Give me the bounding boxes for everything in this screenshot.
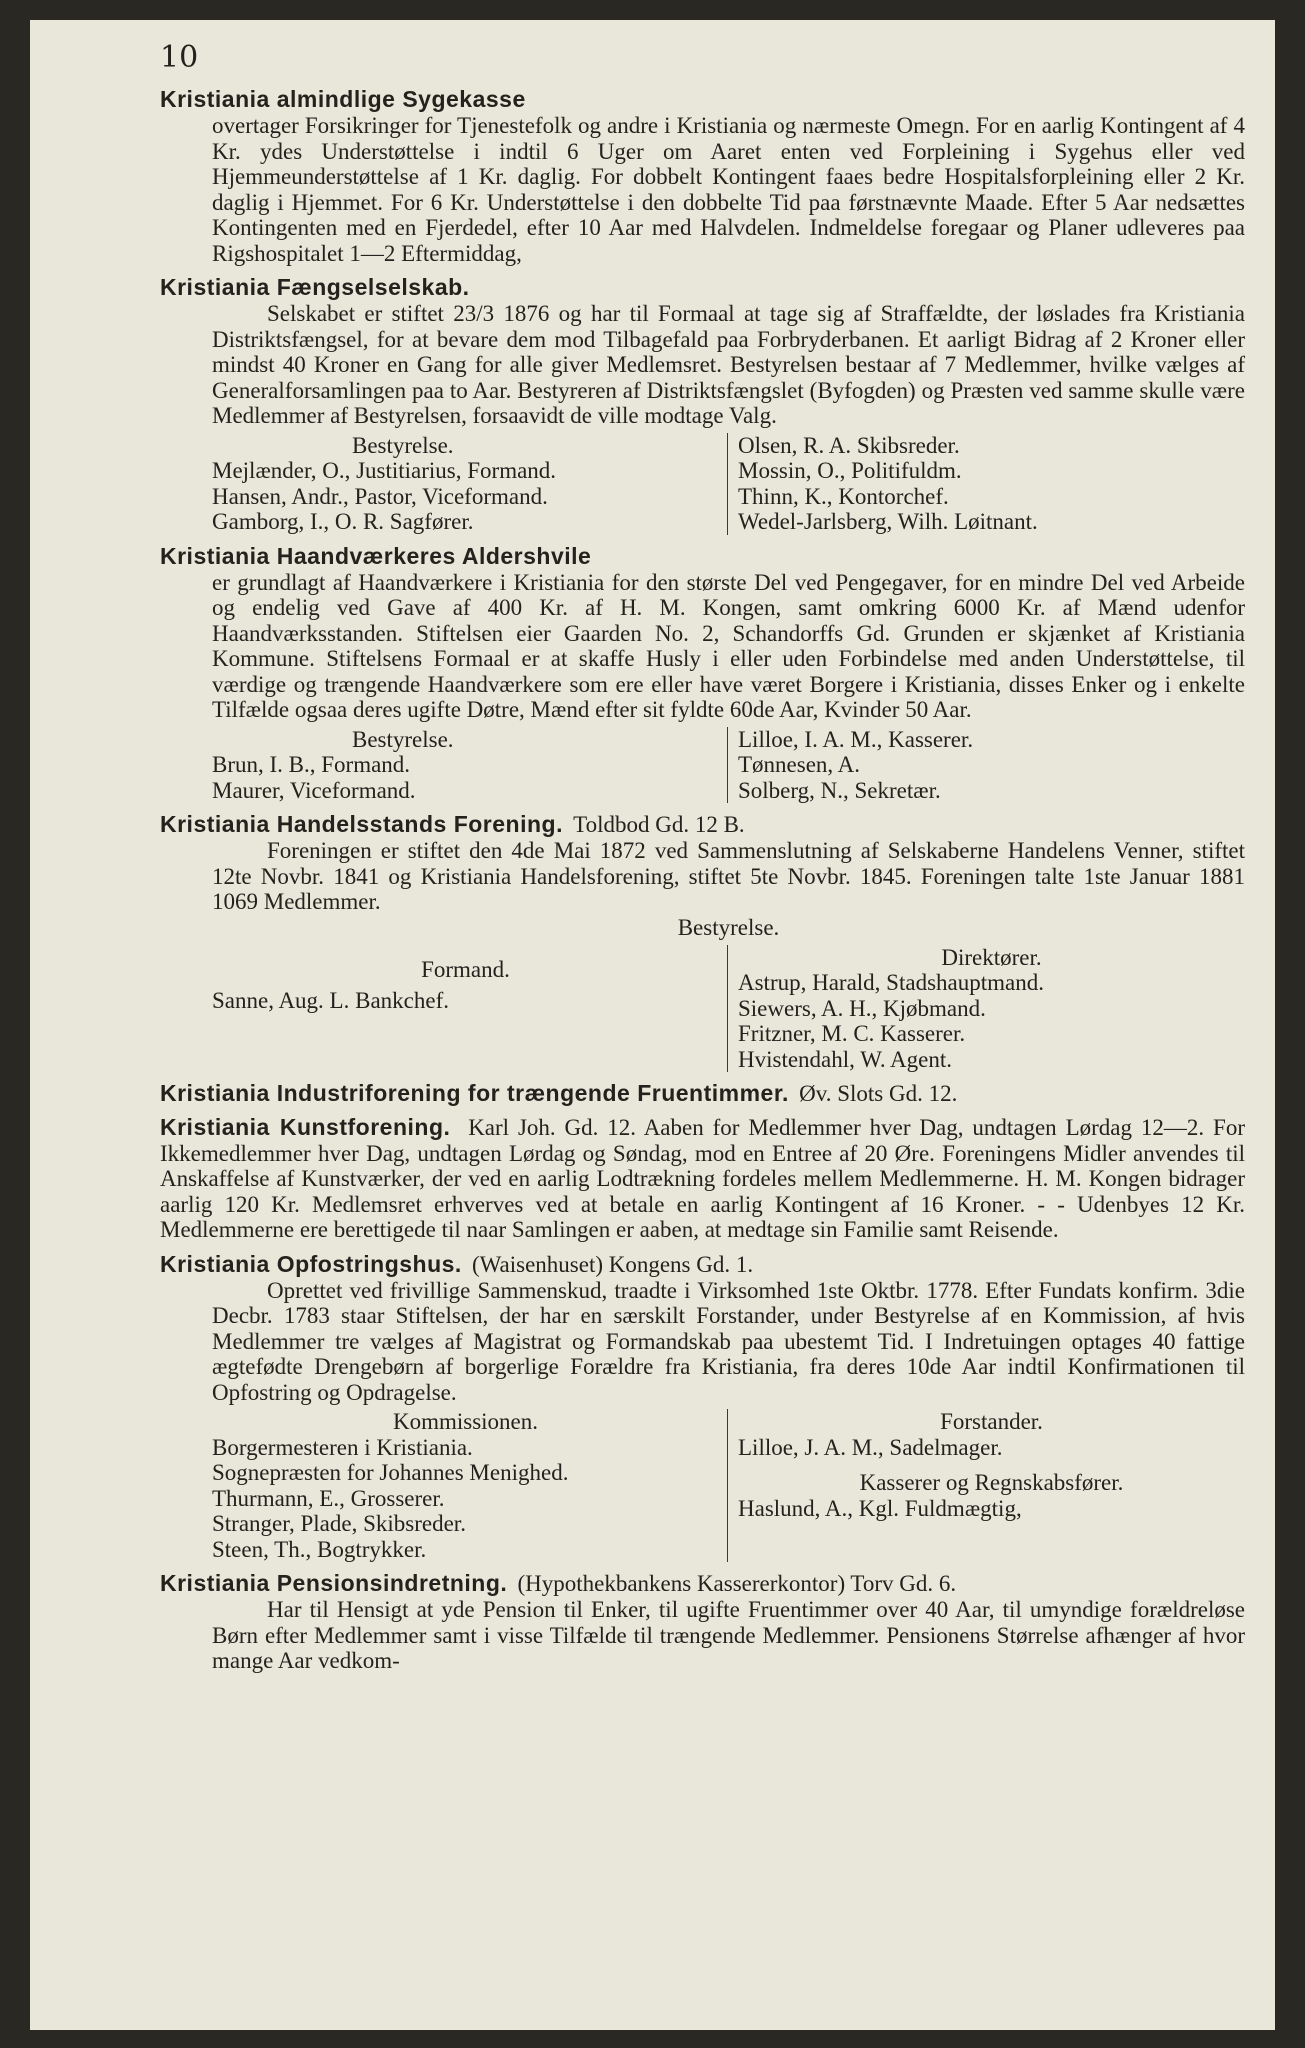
board-member: Borgermesteren i Kristiania.: [212, 1434, 473, 1460]
entry-heading: Kristiania Haandværkeres Aldershvile: [160, 542, 592, 569]
board-member: Solberg, N., Sekretær.: [738, 777, 941, 803]
entry-body: Foreningen er stiftet den 4de Mai 1872 ved Sammenslutning af Selskaberne Handelens Venner, stiftet 12te Novbr. 1841 og Kristiania Handelsforening, stiftet 5te Novbr. 1845. Foreningen talte 1ste Januar 1881 1069 Medlemmer.: [212, 838, 1245, 914]
entry-opfostringshus: [160, 1251, 1245, 1563]
entry-address: (Waisenhuset) Kongens Gd. 1.: [472, 1251, 754, 1277]
document-page: [30, 20, 1275, 2030]
board-title: Bestyrelse.: [352, 726, 454, 752]
entry-body: overtager Forsikringer for Tjenestefolk og andre i Kristiania og nærmeste Omegn. For en aarlig Kontingent af 4 Kr. ydes Understøttelse i indtil 6 Uger om Aaret enten ved Forpleining i Sygehus eller ved Hjemmeunderstøttelse af 1 Kr. daglig. For dobbelt Kontingent faaes bedre Hospitalsforpleining eller 2 Kr. daglig i Hjemmet. For 6 Kr. Understøttelse i den dobbelte Tid paa førstnævnte Maade. Efter 5 Aar nedsættes Kontingenten med en Fjerdedel, efter 10 Aar med Halvdelen. Indmeldelse foregaar og Planer udleveres paa Rigshospitalet 1—2 Eftermiddag,: [212, 113, 1245, 266]
board-member: Olsen, R. A. Skibsreder.: [738, 432, 960, 458]
board-title: Bestyrelse.: [352, 432, 454, 458]
board-left-column: [212, 433, 728, 535]
board-member: Hvistendahl, W. Agent.: [738, 1046, 953, 1072]
board-right-column: [728, 945, 1245, 1073]
board-member: Gamborg, I., O. R. Sagfører.: [212, 509, 474, 534]
entry-faengselselskab: [160, 274, 1245, 535]
board-right-column: [728, 1409, 1245, 1562]
board-member: Thurmann, E., Grosserer.: [212, 1485, 445, 1511]
board-member: Tønnesen, A.: [738, 752, 861, 777]
board-member: Stranger, Plade, Skibsreder.: [212, 1511, 466, 1536]
board-member: Brun, I. B., Formand.: [212, 752, 411, 777]
board-list: [160, 945, 1245, 1073]
board-right-column: [728, 433, 1245, 535]
board-subtitle: Forstander.: [940, 1409, 1043, 1434]
board-member: Mejlænder, O., Justitiarius, Formand.: [212, 458, 557, 483]
entry-body: Oprettet ved frivillige Sammenskud, traadte i Virksomhed 1ste Oktbr. 1778. Efter Fundats konfirm. 3die Decbr. 1783 staar Stiftelsen, der har en særskilt Forstander, under Bestyrelse af en Kommission, af hvis Medlemmer tre vælges af Magistrat og Formandskab paa ubestemt Tid. I Indretuingen optages 40 fattige ægtefødte Drengebørn af borgerlige Forældre fra Kristiania, fra deres 10de Aar indtil Konfirmationen til Opfostring og Opdragelse.: [212, 1277, 1245, 1405]
board-member: Lilloe, I. A. M., Kasserer.: [738, 726, 974, 752]
entry-address: Toldbod Gd. 12 B.: [573, 812, 745, 837]
entry-heading: Kristiania almindlige Sygekasse: [160, 86, 526, 112]
board-member: Wedel-Jarlsberg, Wilh. Løitnant.: [738, 509, 1038, 534]
board-right-column: [728, 727, 1245, 804]
board-member: Maurer, Viceformand.: [212, 777, 416, 803]
board-member: Mossin, O., Politifuldm.: [738, 458, 962, 483]
board-member: Lilloe, J. A. M., Sadelmager.: [738, 1434, 1003, 1460]
entry-heading: Kristiania Opfostringshus.: [160, 1250, 462, 1277]
entry-body: Har til Hensigt at yde Pension til Enker, til ugifte Fruentimmer over 40 Aar, til umyndige forældreløse Børn efter Medlemmer samt i visse Tilfælde til trængende Medlemmer. Pensionens Størrelse afhænger af hvor mange Aar vedkom-: [212, 1597, 1245, 1673]
board-member: Sanne, Aug. L. Bankchef.: [212, 988, 449, 1013]
entry-heading: Kristiania Handelsstands Forening.: [160, 811, 563, 837]
board-list: [160, 433, 1245, 535]
entry-heading: Kristiania Kunstforening.: [160, 1114, 451, 1140]
entry-text: Karl Joh. Gd. 12. Aaben for Medlemmer hver Dag, undtagen Lørdag 12—2. For Ikkemedlemmer hver Dag, undtagen Lørdag og Søndag, mod en Entree af 20 Øre. Foreningens Midler anvendes til Anskaffelse af Kunstværker, der ved en aarlig Lodtrækning fordeles mellem Medlemmerne. H. M. Kongen bidrager aarlig 120 Kr. Medlemsret erhverves ved at betale en aarlig Kontingent af 16 Kroner. - - Udenbyes 12 Kr. Medlemmerne ere berettigede til naar Samlingen er aaben, at medtage sin Familie samt Reisende.: [160, 1115, 1245, 1242]
board-list: [160, 727, 1245, 804]
entry-aldershvile: [160, 543, 1245, 804]
entry-heading: Kristiania Fængselselskab.: [160, 274, 470, 300]
board-member: Fritzner, M. C. Kasserer.: [738, 1021, 966, 1046]
board-member: Siewers, A. H., Kjøbmand.: [738, 995, 986, 1021]
board-list: [160, 1409, 1245, 1562]
board-left-column: [212, 727, 728, 804]
spacer: [738, 1460, 1245, 1470]
entry-body: er grundlagt af Haandværkere i Kristiania for den største Del ved Pengegaver, for en mindre Del ved Arbeide og endelig ved Gave af 400 Kr. af H. M. Kongen, samt omkring 6000 Kr. af Mænd udenfor Haandværksstanden. Stiftelsen eier Gaarden No. 2, Schandorffs Gd. Grunden er skjænket af Kristiania Kommune. Stiftelsens Formaal er at skaffe Husly i eller uden Forbindelse med anden Understøttelse, til værdige og trængende Haandværkere som ere eller have været Borgere i Kristiania, disses Enker og i enkelte Tilfælde ogsaa deres ugifte Døtre, Mænd efter sit fyldte 60de Aar, Kvinder 50 Aar.: [212, 569, 1245, 722]
board-member: Steen, Th., Bogtrykker.: [212, 1536, 427, 1562]
page-number: 10: [160, 40, 199, 75]
board-left-column: [212, 945, 728, 1073]
entry-kunstforening: [160, 1115, 1245, 1243]
board-member: Haslund, A., Kgl. Fuldmægtig,: [738, 1495, 1022, 1521]
board-member: Thinn, K., Kontorchef.: [738, 483, 949, 509]
board-member: Astrup, Harald, Stadshauptmand.: [738, 970, 1044, 995]
board-title: Bestyrelse.: [677, 914, 780, 940]
board-subtitle: Kasserer og Regnskabsfører.: [859, 1470, 1124, 1495]
board-subtitle: Direktører.: [941, 944, 1042, 970]
board-subtitle: Kommissionen.: [392, 1409, 539, 1434]
board-subtitle: Formand.: [421, 956, 510, 982]
board-member: Hansen, Andr., Pastor, Viceformand.: [212, 483, 548, 509]
entry-handelsstand: [160, 811, 1245, 1072]
entry-address: (Hypothekbankens Kassererkontor) Torv Gd. 6.: [517, 1571, 957, 1596]
board-member: Sognepræsten for Johannes Menighed.: [212, 1460, 569, 1485]
entry-pensionsindretning: [160, 1570, 1245, 1674]
entry-heading: Kristiania Pensionsindretning.: [160, 1570, 508, 1596]
entry-industriforening: [160, 1080, 1245, 1107]
board-left-column: [212, 1409, 728, 1562]
entry-sygekasse: [160, 86, 1245, 266]
entry-body: Selskabet er stiftet 23/3 1876 og har til Formaal at tage sig af Straffældte, der løslades fra Kristiania Distriktsfængsel, for at bevare dem mod Tilbagefald paa Forbryderbanen. Et aarligt Bidrag af 2 Kroner eller mindst 40 Kroner en Gang for alle giver Medlemsret. Bestyrelsen bestaar af 7 Medlemmer, hvilke vælges af Generalforsamlingen paa to Aar. Bestyreren af Distriktsfængslet (Byfogden) og Præsten ved samme skulle være Medlemmer af Bestyrelsen, forsaavidt de ville modtage Valg.: [212, 301, 1245, 428]
entry-heading: Kristiania Industriforening for trængende Fruentimmer.: [160, 1080, 789, 1106]
entry-address: Øv. Slots Gd. 12.: [799, 1081, 958, 1106]
